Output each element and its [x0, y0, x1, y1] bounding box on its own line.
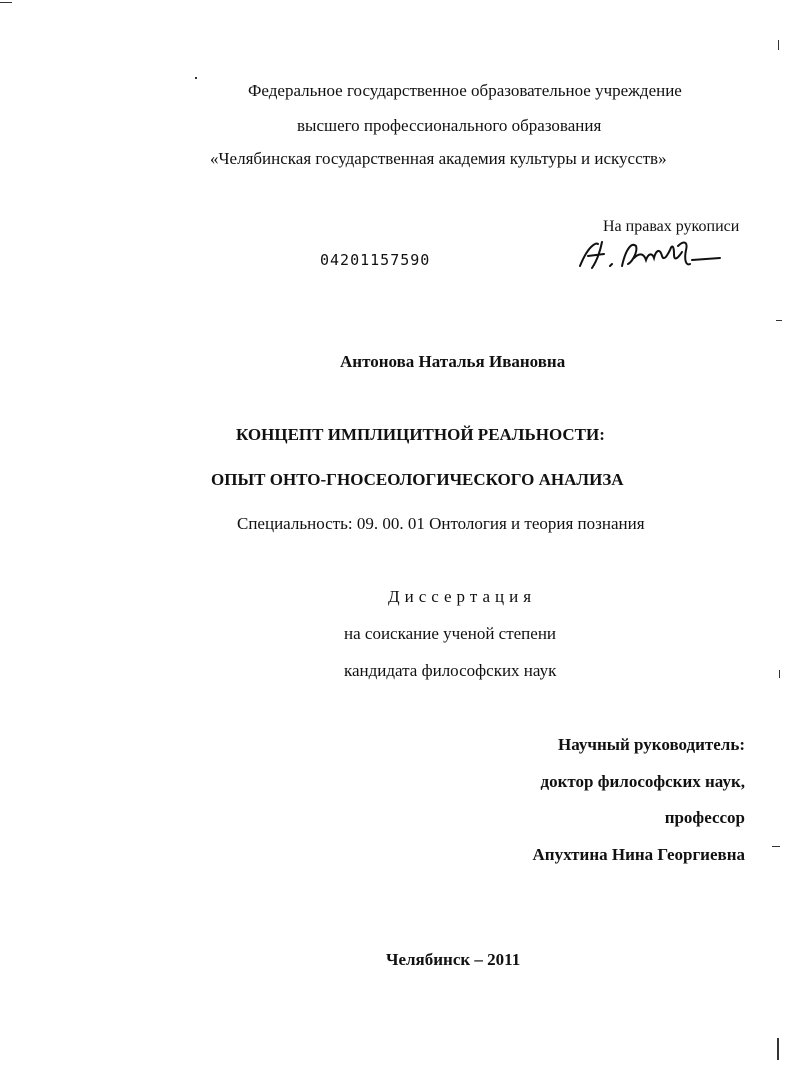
dissertation-line-1: на соискание ученой степени	[344, 624, 557, 643]
city-year: Челябинск – 2011	[386, 950, 521, 969]
dissertation-line-2: кандидата философских наук	[344, 661, 557, 680]
scan-mark	[776, 320, 782, 321]
title-line-1: КОНЦЕПТ ИМПЛИЦИТНОЙ РЕАЛЬНОСТИ:	[236, 425, 605, 444]
institution-line-2: высшего профессионального образования	[297, 116, 602, 135]
dissertation-heading: Диссертация	[388, 587, 537, 606]
scan-mark	[777, 1038, 779, 1060]
scan-mark	[0, 2, 12, 3]
document-number: 04201157590	[320, 251, 431, 269]
institution-line-3: «Челябинская государственная академия культуры и искусств»	[210, 149, 667, 168]
scan-speck	[195, 77, 197, 79]
signature-icon	[574, 236, 724, 276]
supervisor-name: Апухтина Нина Георгиевна	[532, 845, 745, 864]
scan-mark	[772, 846, 780, 847]
scan-mark	[779, 670, 780, 678]
supervisor-rank: профессор	[664, 808, 745, 827]
supervisor-degree: доктор философских наук,	[540, 772, 745, 791]
scan-mark	[778, 40, 779, 50]
manuscript-note: На правах рукописи	[603, 218, 740, 235]
supervisor-label: Научный руководитель:	[558, 735, 745, 754]
institution-line-1: Федеральное государственное образовательное учреждение	[248, 81, 682, 100]
author-name: Антонова Наталья Ивановна	[340, 352, 566, 371]
specialty: Специальность: 09. 00. 01 Онтология и теория познания	[237, 514, 645, 533]
title-line-2: ОПЫТ ОНТО-ГНОСЕОЛОГИЧЕСКОГО АНАЛИЗА	[211, 470, 624, 489]
